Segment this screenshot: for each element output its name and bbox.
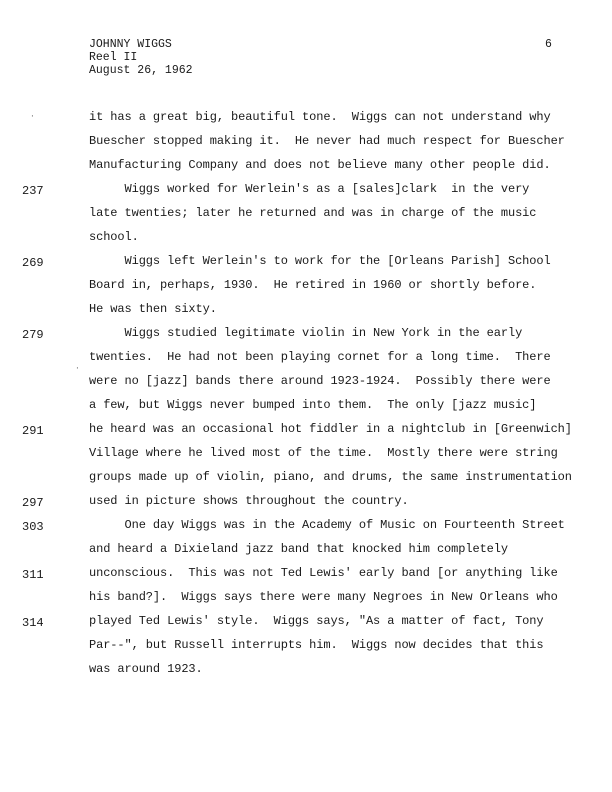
text-line: Wiggs studied legitimate violin in New York in the early <box>89 326 523 340</box>
text-line: a few, but Wiggs never bumped into them. The only [jazz music] <box>89 398 537 412</box>
text-line: Buescher stopped making it. He never had much respect for Buescher <box>89 134 565 148</box>
text-line: twenties. He had not been playing cornet for a long time. There <box>89 350 551 364</box>
margin-dot: · <box>30 112 35 121</box>
text-line: unconscious. This was not Ted Lewis' early band [or anything like <box>89 566 558 580</box>
reel-counter-311: 311 <box>22 568 44 582</box>
reel-counter-291: 291 <box>22 424 44 438</box>
interview-date: August 26, 1962 <box>89 64 193 77</box>
reel-counter-279: 279 <box>22 328 44 342</box>
text-line: played Ted Lewis' style. Wiggs says, "As a matter of fact, Tony <box>89 614 544 628</box>
page-number: 6 <box>545 38 552 51</box>
document-header <box>89 38 193 77</box>
reel-counter-297: 297 <box>22 496 44 510</box>
text-line: it has a great big, beautiful tone. Wiggs can not understand why <box>89 110 551 124</box>
text-line: One day Wiggs was in the Academy of Music on Fourteenth Street <box>89 518 565 532</box>
text-line: Manufacturing Company and does not believe many other people did. <box>89 158 551 172</box>
reel-counter-303: 303 <box>22 520 44 534</box>
text-line: Wiggs worked for Werlein's as a [sales]clark in the very <box>89 182 530 196</box>
text-line: were no [jazz] bands there around 1923-1924. Possibly there were <box>89 374 551 388</box>
text-line: Village where he lived most of the time. Mostly there were string <box>89 446 558 460</box>
text-line: was around 1923. <box>89 662 203 676</box>
text-line: school. <box>89 230 139 244</box>
text-line: Board in, perhaps, 1930. He retired in 1960 or shortly before. <box>89 278 537 292</box>
reel-counter-314: 314 <box>22 616 44 630</box>
reel-label: Reel II <box>89 51 138 64</box>
interviewee-name: JOHNNY WIGGS <box>89 38 172 51</box>
text-line: Wiggs left Werlein's to work for the [Orleans Parish] School <box>89 254 551 268</box>
text-line: his band?]. Wiggs says there were many Negroes in New Orleans who <box>89 590 558 604</box>
text-line: He was then sixty. <box>89 302 217 316</box>
text-line: he heard was an occasional hot fiddler in a nightclub in [Greenwich] <box>89 422 572 436</box>
text-line: Par--", but Russell interrupts him. Wiggs now decides that this <box>89 638 544 652</box>
text-line: groups made up of violin, piano, and drums, the same instrumentation <box>89 470 572 484</box>
text-line: used in picture shows throughout the country. <box>89 494 409 508</box>
margin-dot: · <box>75 364 80 373</box>
reel-counter-269: 269 <box>22 256 44 270</box>
text-line: and heard a Dixieland jazz band that knocked him completely <box>89 542 508 556</box>
text-line: late twenties; later he returned and was in charge of the music <box>89 206 537 220</box>
reel-counter-237: 237 <box>22 184 44 198</box>
